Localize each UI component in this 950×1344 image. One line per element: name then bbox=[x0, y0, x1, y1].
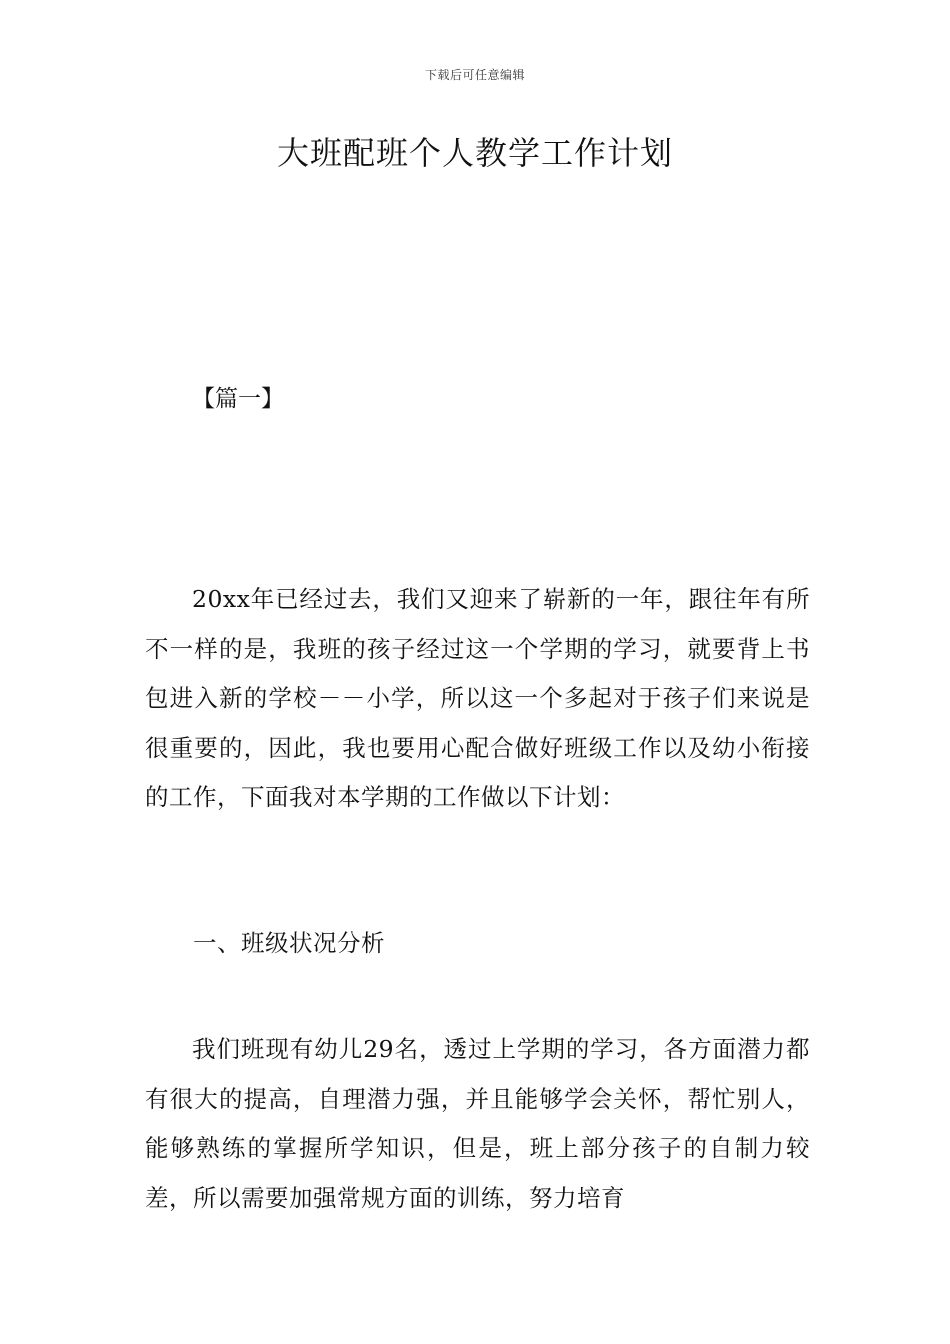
section-heading: 一、班级状况分析 bbox=[193, 929, 385, 957]
document-title: 大班配班个人教学工作计划 bbox=[276, 134, 673, 172]
body-paragraph: 我们班现有幼儿29名，透过上学期的学习，各方面潜力都有很大的提高，自理潜力强，并且能够学会关怀，帮忙别人，能够熟练的掌握所学知识，但是，班上部分孩子的自制力较差，所以需要加强常规方面的训练，努力培育 bbox=[145, 1035, 810, 1212]
section-mark: 【篇一】 bbox=[192, 386, 284, 412]
header-note: 下载后可任意编辑 bbox=[424, 68, 525, 82]
body-paragraph: 20xx年已经过去，我们又迎来了崭新的一年，跟往年有所不一样的是，我班的孩子经过这一个学期的学习，就要背上书包进入新的学校－－小学，所以这一个多起对于孩子们来说是很重要的，因此，我也要用心配合做好班级工作以及幼小衔接的工作，下面我对本学期的工作做以下计划： bbox=[145, 585, 810, 811]
